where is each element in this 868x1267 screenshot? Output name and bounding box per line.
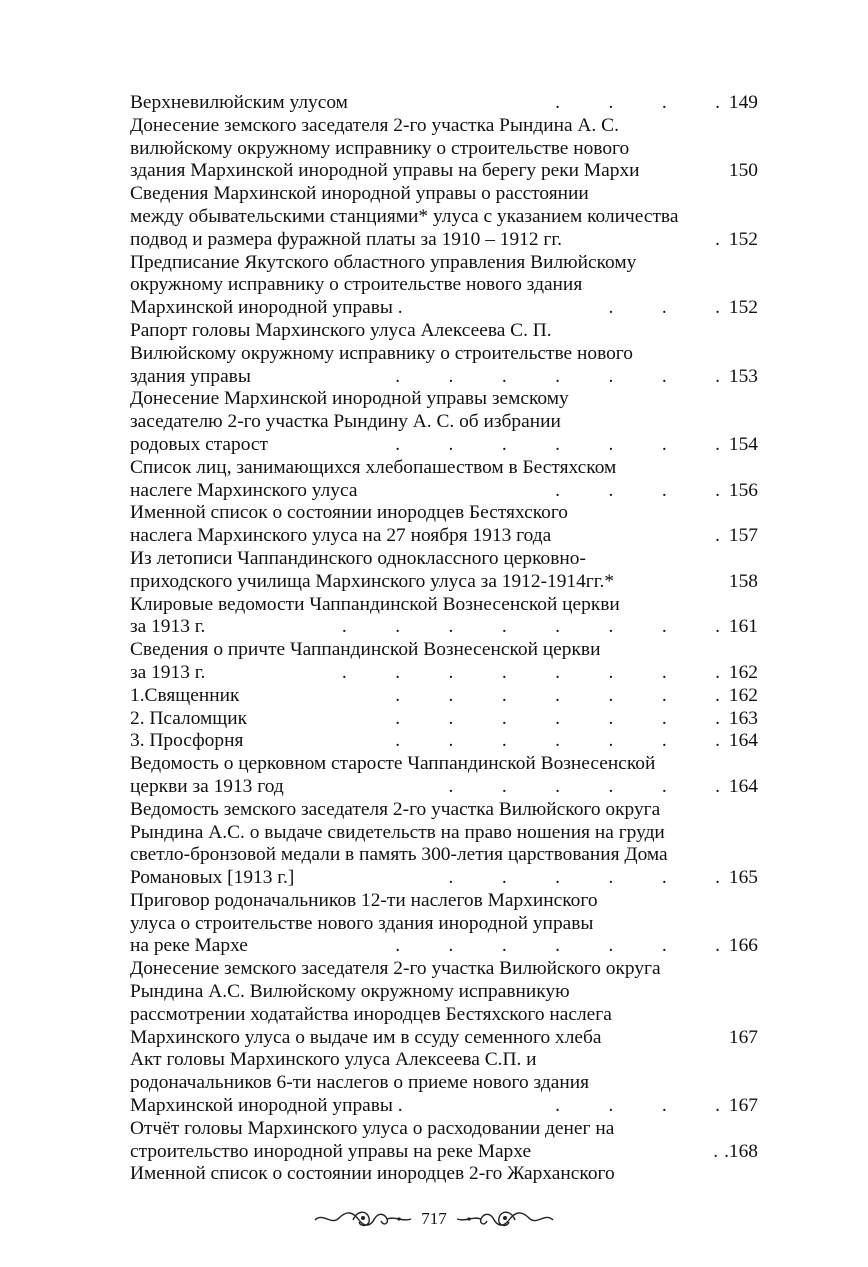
toc-line-text: Ведомость земского заседателя 2-го участка Вилюйского округа: [130, 798, 661, 820]
toc-line: [130, 730, 758, 753]
toc-line-text: за 1913 г.: [130, 661, 206, 683]
toc-line-text: приходского училища Мархинского улуса за 1912-1914гг.*: [130, 570, 615, 592]
toc-page-number: 158: [728, 570, 758, 592]
toc-line-text: заседателю 2-го участка Рындину А. С. об избрании: [130, 411, 561, 433]
toc-leader-dots: . . . . . . .: [395, 684, 720, 706]
toc-line: [130, 480, 758, 503]
toc-line: [130, 1095, 758, 1118]
toc-line: [130, 639, 758, 662]
toc-leader-dots: . . . . . . .: [395, 707, 720, 729]
toc-line: [130, 1049, 758, 1072]
toc-line-text: Именной список о состоянии инородцев 2-го Жарханского: [130, 1163, 615, 1185]
toc-line-text: наслега Мархинского улуса на 27 ноября 1913 года: [130, 525, 552, 547]
toc-line-text: Вилюйскому окружному исправнику о строительстве нового: [130, 342, 633, 364]
toc-line-text: церкви за 1913 год: [130, 775, 284, 797]
toc-line: [130, 1027, 758, 1050]
toc-leader-dots: . . . . . . .: [395, 935, 720, 957]
toc-line: [130, 160, 758, 183]
toc-line-text: родоначальников 6-ти наслегов о приеме нового здания: [130, 1072, 590, 1094]
toc-page-number: .168: [724, 1140, 758, 1162]
toc-line-text: за 1913 г.: [130, 616, 206, 638]
toc-leader-dots: . . .: [608, 297, 720, 319]
toc-leader-dots: . . . . . . .: [395, 730, 720, 752]
toc-line: [130, 867, 758, 890]
toc-line: [130, 890, 758, 913]
toc-page-number: 153: [728, 365, 758, 387]
toc-page-number: 164: [728, 730, 758, 752]
toc-line: [130, 320, 758, 343]
toc-line: [130, 183, 758, 206]
toc-leader-dots: . . . . . .: [448, 867, 720, 889]
toc-line-text: вилюйскому окружному исправнику о строительстве нового: [130, 137, 630, 159]
toc-line-text: окружному исправнику о строительстве нового здания: [130, 274, 583, 296]
toc-leader-dots: . . . . . . . .: [341, 661, 720, 683]
toc-line-text: здания управы: [130, 365, 251, 387]
toc-line: [130, 115, 758, 138]
toc-line-text: Отчёт головы Мархинского улуса о расходовании денег на: [130, 1117, 615, 1139]
toc-line: [130, 274, 758, 297]
toc-page-number: 152: [728, 228, 758, 250]
toc-line-text: Акт головы Мархинского улуса Алексеева С.П. и: [130, 1049, 537, 1071]
toc-line-text: здания Мархинской инородной управы на берегу реки Мархи: [130, 160, 640, 182]
toc-line-text: улуса о строительстве нового здания инородной управы: [130, 912, 594, 934]
toc-line: [130, 92, 758, 115]
toc-line-text: Рапорт головы Мархинского улуса Алексеева С. П.: [130, 319, 552, 341]
toc-line: [130, 502, 758, 525]
toc-line-text: родовых старост: [130, 433, 268, 455]
toc-line: [130, 685, 758, 708]
page-footer: [0, 1208, 868, 1230]
toc-line-text: Донесение Мархинской инородной управы земскому: [130, 388, 569, 410]
toc-line: [130, 457, 758, 480]
toc-line-text: строительство инородной управы на реке Мархе: [130, 1140, 532, 1162]
toc-line: [130, 229, 758, 252]
toc-page-number: 161: [728, 616, 758, 638]
toc-line: [130, 822, 758, 845]
toc-leader-dots: . . . . . . . .: [341, 616, 720, 638]
toc-page-number: 164: [728, 775, 758, 797]
toc-line-text: Сведения о причте Чаппандинской Вознесенской церкви: [130, 639, 601, 661]
toc-leader-dots: . . . . . .: [448, 775, 720, 797]
toc-page-number: 152: [728, 297, 758, 319]
toc-page-number: 162: [728, 684, 758, 706]
toc-line-text: на реке Мархе: [130, 935, 248, 957]
toc-line: [130, 708, 758, 731]
toc-line: [130, 1118, 758, 1141]
toc-line: [130, 1072, 758, 1095]
toc-line: [130, 297, 758, 320]
toc-line-text: светло-бронзовой медали в память 300-летия царствования Дома: [130, 844, 668, 866]
toc-line-text: подвод и размера фуражной платы за 1910 – 1912 гг.: [130, 228, 562, 250]
toc-line: [130, 388, 758, 411]
toc-line-text: Из летописи Чаппандинского одноклассного церковно-: [130, 547, 586, 569]
toc-line: [130, 662, 758, 685]
toc-line-text: Клировые ведомости Чаппандинской Вознесенской церкви: [130, 593, 620, 615]
toc-leader-dots: .: [713, 1140, 719, 1162]
toc-line-text: 1.Священник: [130, 684, 240, 706]
toc-line: [130, 935, 758, 958]
toc-page-number: 163: [728, 707, 758, 729]
toc-line-text: Рындина А.С. Вилюйскому окружному исправникую: [130, 981, 570, 1003]
toc-leader-dots: . . . . . . .: [395, 433, 720, 455]
toc-line-text: Именной список о состоянии инородцев Бестяхского: [130, 502, 569, 524]
toc-leader-dots: . . . .: [555, 479, 720, 501]
toc-page-number: 166: [728, 935, 758, 957]
toc-page-number: 154: [728, 433, 758, 455]
toc-line-text: Верхневилюйским улусом: [130, 92, 348, 113]
toc-page-number: 165: [728, 867, 758, 889]
toc-line-text: Рындина А.С. о выдаче свидетельств на право ношения на груди: [130, 821, 665, 843]
toc-page-number: 156: [728, 479, 758, 501]
toc-line: [130, 753, 758, 776]
toc-line: [130, 1141, 758, 1164]
toc-line: [130, 776, 758, 799]
toc-page-number: 167: [728, 1095, 758, 1117]
toc-leader-dots: . . . .: [555, 1095, 720, 1117]
toc-leader-dots: . . . . . . .: [395, 365, 720, 387]
toc-line-text: 2. Псаломщик: [130, 707, 248, 729]
toc-line: [130, 981, 758, 1004]
toc-line: [130, 138, 758, 161]
toc-page-number: 157: [728, 525, 758, 547]
toc-leader-dots: . . . .: [555, 92, 720, 113]
toc-line-text: Приговор родоначальников 12-ти наслегов Мархинского: [130, 889, 598, 911]
toc-line-text: Сведения Мархинской инородной управы о расстоянии: [130, 183, 589, 205]
toc-line-text: Мархинской инородной управы .: [130, 1095, 403, 1117]
toc-line: [130, 799, 758, 822]
toc-line-text: Романовых [1913 г.]: [130, 867, 295, 889]
toc-line-text: наслеге Мархинского улуса: [130, 479, 358, 501]
toc-line: [130, 571, 758, 594]
right-ornament-icon: [455, 1208, 555, 1230]
toc-line: [130, 1004, 758, 1027]
toc-line: [130, 206, 758, 229]
toc-line: [130, 958, 758, 981]
toc-line: [130, 616, 758, 639]
toc-line-text: 3. Просфорня: [130, 730, 244, 752]
toc-line: [130, 434, 758, 457]
toc-line: [130, 252, 758, 275]
table-of-contents: [130, 92, 758, 1186]
toc-line: [130, 1163, 758, 1186]
toc-line: [130, 913, 758, 936]
toc-line: [130, 525, 758, 548]
toc-line-text: Предписание Якутского областного управления Вилюйскому: [130, 251, 637, 273]
toc-line: [130, 548, 758, 571]
toc-page-number: 162: [728, 661, 758, 683]
toc-line-text: Мархинской инородной управы .: [130, 297, 403, 319]
toc-line-text: Мархинского улуса о выдаче им в ссуду семенного хлеба: [130, 1026, 602, 1048]
toc-page-number: 149: [728, 92, 758, 113]
toc-line: [130, 844, 758, 867]
toc-page-number: 150: [728, 160, 758, 182]
toc-line-text: Донесение земского заседателя 2-го участка Рындина А. С.: [130, 114, 619, 136]
toc-line: [130, 411, 758, 434]
toc-line-text: Ведомость о церковном старосте Чаппандинской Вознесенской: [130, 753, 656, 775]
left-ornament-icon: [313, 1208, 413, 1230]
toc-line-text: Донесение земского заседателя 2-го участка Вилюйского округа: [130, 958, 661, 980]
toc-line: [130, 594, 758, 617]
toc-line-text: между обывательскими станциями* улуса с указанием количества: [130, 205, 679, 227]
toc-leader-dots: .: [715, 525, 720, 547]
toc-line-text: Список лиц, занимающихся хлебопашеством в Бестяхском: [130, 456, 617, 478]
toc-line: [130, 343, 758, 366]
toc-leader-dots: .: [715, 228, 720, 250]
toc-line: [130, 366, 758, 389]
page-number: 717: [421, 1209, 447, 1228]
toc-page-number: 167: [728, 1026, 758, 1048]
toc-line-text: рассмотрении ходатайства инородцев Бестяхского наслега: [130, 1003, 612, 1025]
